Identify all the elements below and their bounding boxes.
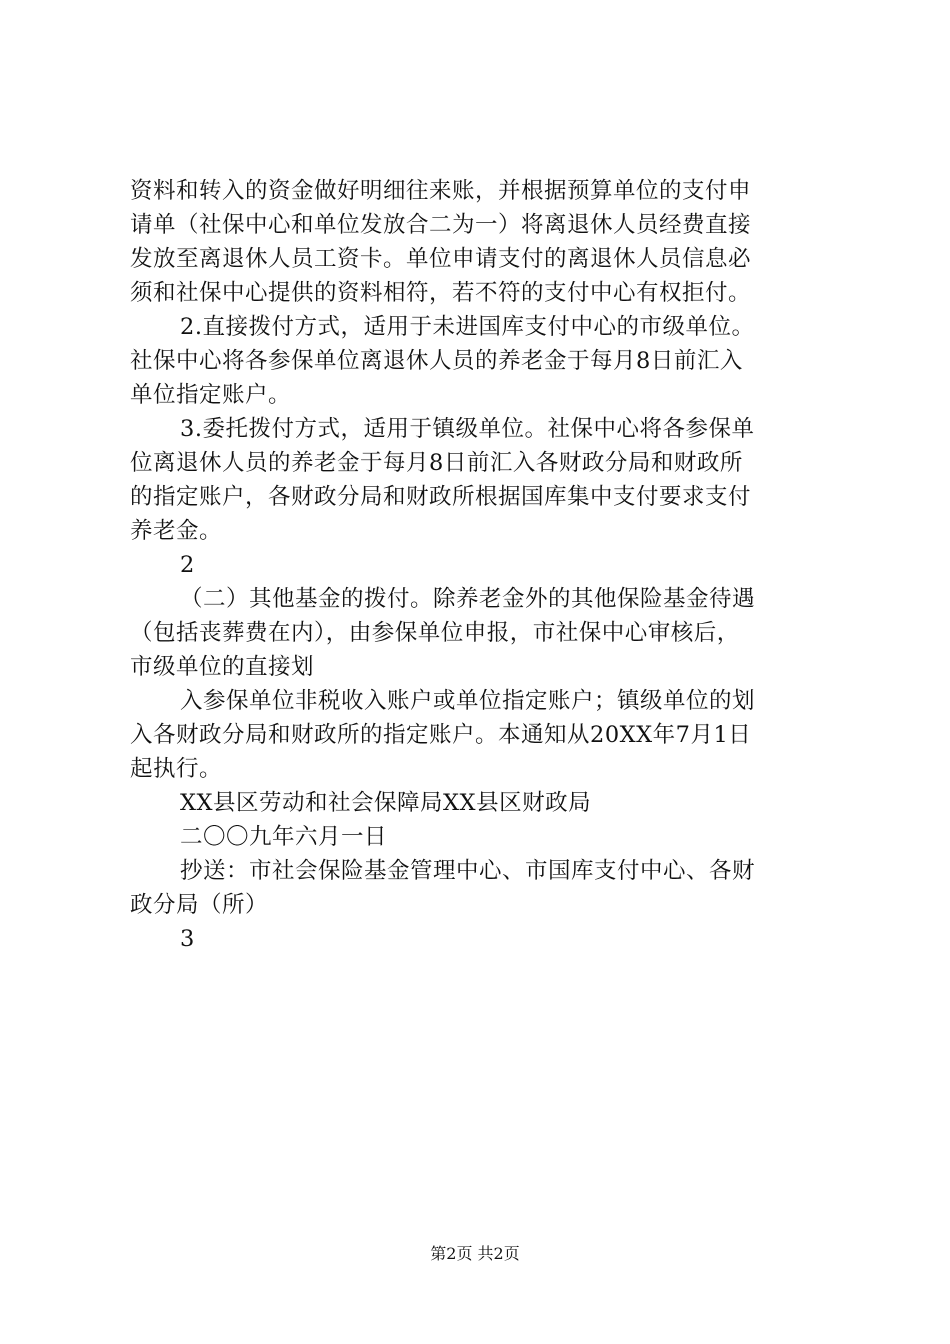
text-line: 入参保单位非税收入账户或单位指定账户；镇级单位的划 [180, 688, 756, 714]
text-line: （包括丧葬费在内），由参保单位申报，市社保中心审核后， [130, 620, 740, 646]
issuer-line: XX县区劳动和社会保障局XX县区财政局 [180, 790, 592, 816]
text-line: 的指定账户，各财政分局和财政所根据国库集中支付要求支付 [130, 484, 752, 510]
cc-line: 政分局（所） [130, 892, 269, 918]
text-line: 发放至离退休人员工资卡。单位申请支付的离退休人员信息必 [130, 246, 752, 272]
text-line: 资料和转入的资金做好明细往来账，并根据预算单位的支付申 [130, 178, 752, 204]
text-line: 3.委托拨付方式，适用于镇级单位。社保中心将各参保单 [180, 416, 755, 442]
page-number-marker: 2 [180, 552, 195, 578]
text-line: 位离退休人员的养老金于每月8日前汇入各财政分局和财政所 [130, 450, 743, 476]
page-footer: 第2页 共2页 [430, 1244, 520, 1263]
date-line: 二〇〇九年六月一日 [180, 824, 388, 850]
text-line: 请单（社保中心和单位发放合二为一）将离退休人员经费直接 [130, 212, 752, 238]
text-line: 养老金。 [130, 518, 223, 544]
cc-line: 抄送：市社会保险基金管理中心、市国库支付中心、各财 [180, 858, 756, 884]
text-line: 社保中心将各参保单位离退休人员的养老金于每月8日前汇入 [130, 348, 743, 374]
text-line: 起执行。 [130, 756, 223, 782]
text-line: （二）其他基金的拨付。除养老金外的其他保险基金待遇 [180, 586, 756, 612]
page-number-marker: 3 [180, 926, 195, 952]
text-line: 单位指定账户。 [130, 382, 292, 408]
text-line: 入各财政分局和财政所的指定账户。本通知从20XX年7月1日 [130, 722, 752, 748]
text-line: 2.直接拨付方式，适用于未进国库支付中心的市级单位。 [180, 314, 755, 340]
text-line: 须和社保中心提供的资料相符，若不符的支付中心有权拒付。 [130, 280, 752, 306]
text-line: 市级单位的直接划 [130, 654, 315, 680]
